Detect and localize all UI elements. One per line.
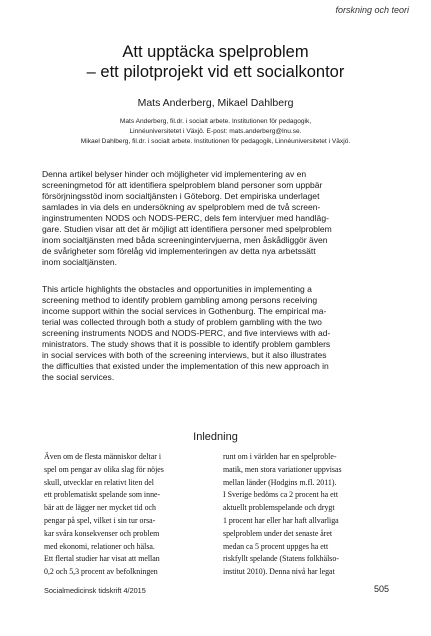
abstract-line: screening instruments NODS and NODS-PERC, and five interviews with ad- — [42, 328, 331, 338]
page-number: 505 — [373, 584, 389, 594]
abstract-line: de svårigheter som förelåg vid implementeringen av detta nya arbetssätt — [42, 246, 316, 256]
abstract-english — [42, 284, 391, 383]
body-column-left — [44, 451, 210, 579]
journal-footer: Socialmedicinsk tidskrift 4/2015 — [44, 586, 146, 595]
title-line: – ett pilotprojekt vid ett socialkontor — [86, 63, 345, 81]
abstract-line: the difficulties that existed under the implementation of this new approach in — [42, 361, 329, 371]
abstract-line: ministrators. The study shows that it is possible to identify problem gamblers — [42, 339, 331, 349]
body-line: kar svåra konsekvenser och problem — [44, 528, 160, 538]
abstract-line: in social services with both of the screening interviews, but it also illustrates — [42, 350, 327, 360]
body-line: med ekonomi, relationer och hälsa. — [44, 541, 155, 551]
body-line: runt om i världen har en spelproble- — [223, 452, 337, 461]
body-line: medan ca 5 procent uppges ha ett — [223, 541, 329, 551]
body-line: riskfyllt spelande (Statens folkhälso- — [223, 554, 339, 564]
title-line: Att upptäcka spelproblem — [122, 43, 309, 61]
abstract-line: Denna artikel belyser hinder och möjligheter vid implementering av en — [42, 169, 307, 179]
abstract-swedish — [42, 169, 391, 268]
body-line: bär att de lägger ner mycket tid och — [44, 503, 156, 513]
section-heading: Inledning — [193, 431, 238, 443]
abstract-line: inom socialtjänsten. — [42, 257, 118, 267]
abstract-line: income support within the social services in Gothenburg. The empirical ma- — [42, 306, 327, 316]
abstract-line: försörjningsstöd inom socialtjänsten i Göteborg. Det empiriska underlaget — [42, 191, 320, 201]
body-line: 0,2 och 5,3 procent av befolkningen — [44, 567, 158, 577]
body-line: matik, men stora variationer uppvisas — [223, 464, 342, 474]
abstract-line: terial was collected through both a study of problem gambling with the two — [42, 317, 322, 327]
abstract-line: inginstrumenten NODS och NODS-PERC, dels fem intervjuer med handläg- — [42, 213, 329, 223]
affiliation-line: Linnéuniversitetet i Växjö. E-post: mats.anderberg@lnu.se. — [129, 128, 302, 135]
abstract-line: gare. Studien visar att det är möjligt att identifiera personer med spelproblem — [42, 224, 332, 234]
body-line: skull, utvecklar en relativt liten del — [44, 477, 154, 487]
body-line: ett problematiskt spelande som inne- — [44, 490, 161, 500]
body-line: aktuellt problemspelande och drygt — [223, 503, 335, 513]
body-line: spel om pengar av olika slag för nöjes — [44, 464, 164, 474]
body-line: Även om de flesta människor deltar i — [44, 452, 162, 461]
abstract-line: screening method to identify problem gambling among persons receiving — [42, 295, 318, 305]
author-affiliations — [0, 117, 431, 147]
body-line: Ett flertal studier har visat att mellan — [44, 554, 160, 564]
body-line: 1 procent har eller har haft allvarliga — [223, 515, 339, 525]
affiliation-line: Mikael Dahlberg, fil.dr. i socialt arbete. Institutionen för pedagogik, Linnéuniversitetet i Växjö. — [80, 138, 351, 145]
abstract-line: screeningmetod för att identifiera spelproblem bland personer som uppbär — [42, 180, 323, 190]
section-label: forskning och teori — [335, 5, 409, 15]
body-line: institut 2010). Denna nivå har legat — [223, 567, 335, 577]
body-line: spelproblem under det senaste året — [223, 528, 333, 538]
abstract-line: the social services. — [42, 372, 115, 382]
abstract-line: samlades in via dels en undersökning av spelproblem med de två screen- — [42, 202, 321, 212]
body-line: I Sverige bedöms ca 2 procent ha ett — [223, 490, 339, 500]
affiliation-line: Mats Anderberg, fil.dr. i socialt arbete. Institutionen för pedagogik, — [119, 118, 312, 125]
abstract-line: inom socialtjänsten med båda screeningintervjuerna, men åskådliggör även — [42, 235, 328, 245]
body-line: mellan länder (Hodgins m.fl. 2011). — [223, 477, 337, 487]
body-line: pengar på spel, vilket i sin tur orsa- — [44, 515, 156, 525]
body-column-right — [223, 451, 389, 579]
abstract-line: This article highlights the obstacles and opportunities in implementing a — [42, 284, 312, 294]
article-title — [0, 42, 431, 82]
authors: Mats Anderberg, Mikael Dahlberg — [137, 97, 294, 109]
